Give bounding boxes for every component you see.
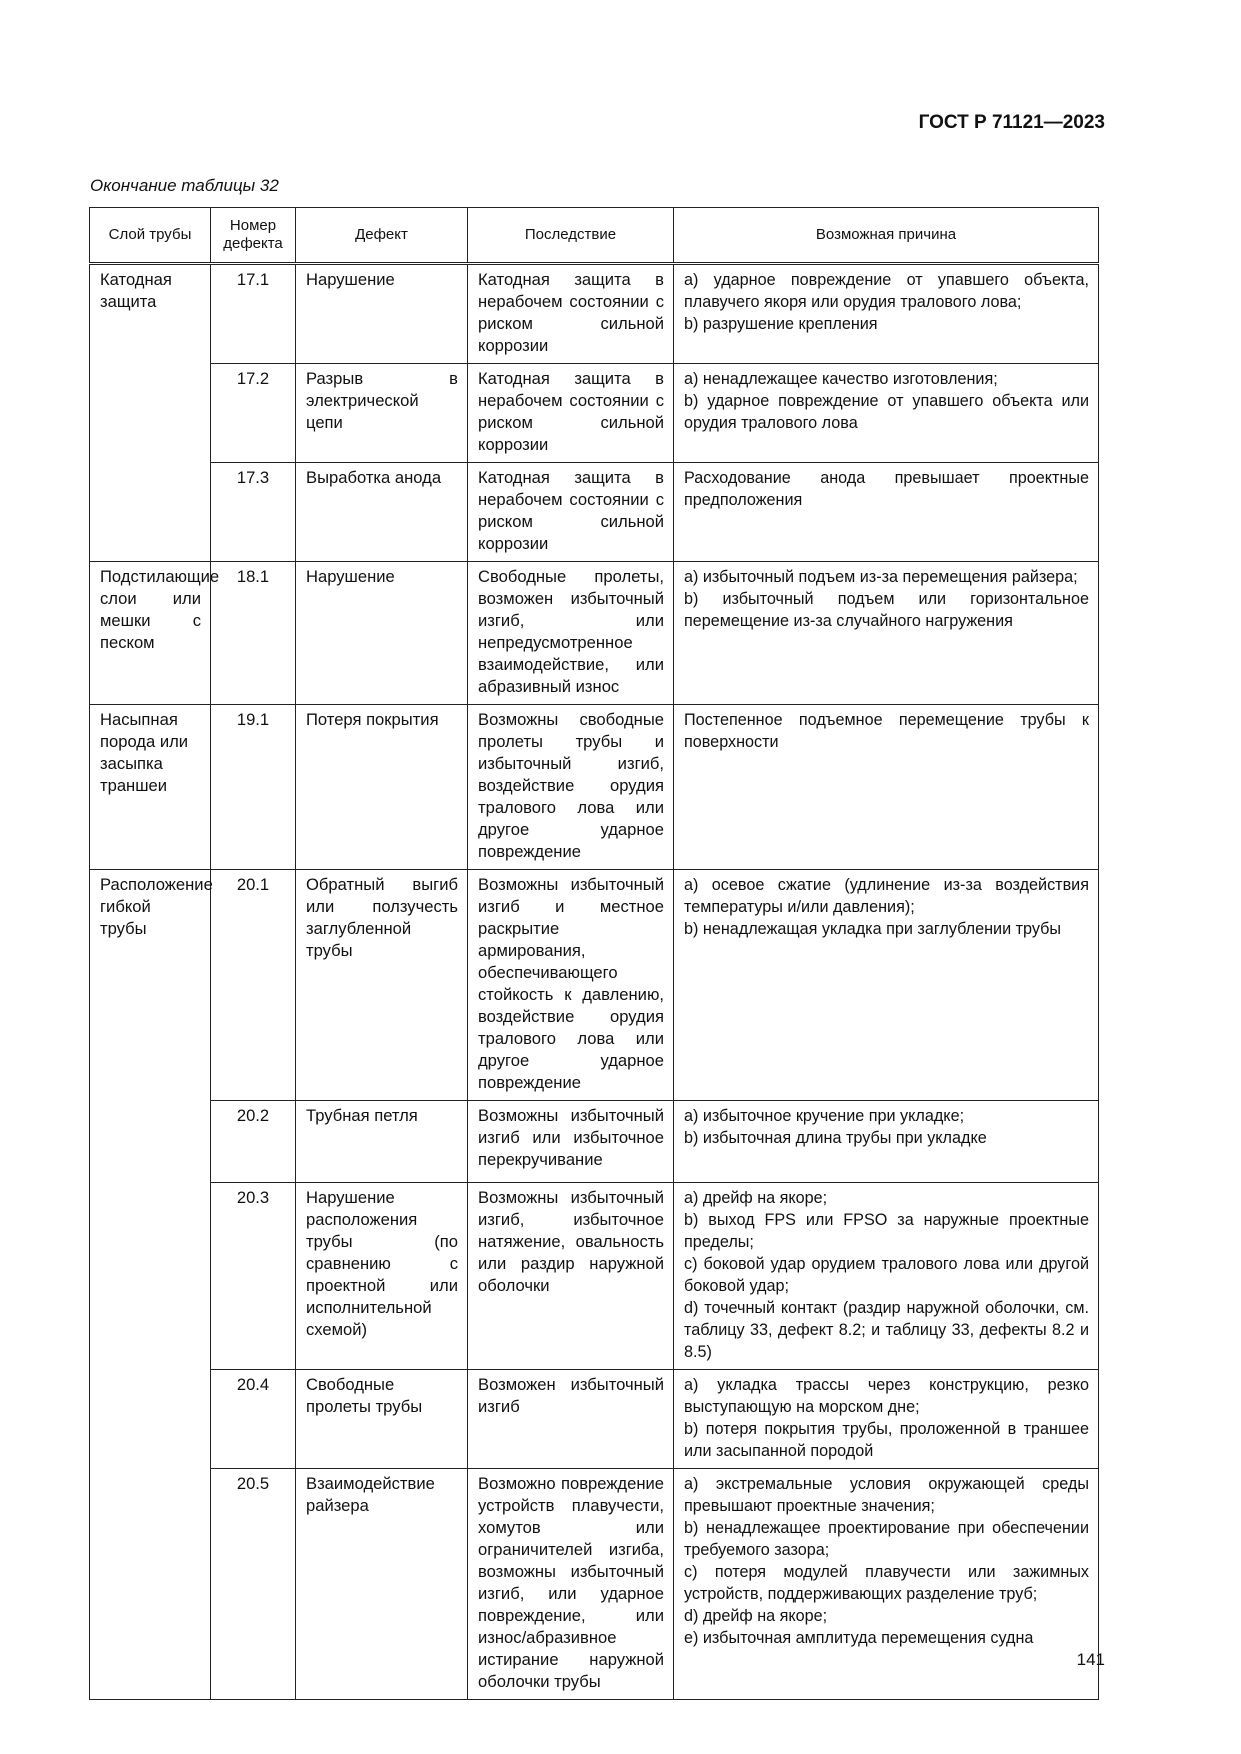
cause-line: Расходование анода превышает проектные предположения: [684, 469, 1089, 509]
table-row: [90, 1183, 1099, 1370]
cause-line: b) избыточная длина трубы при укладке: [684, 1129, 987, 1147]
layer-cell: Катодная защита: [90, 264, 211, 562]
defect-cell: Нарушение расположения трубы (по сравнению с проектной или исполнительной схемой): [296, 1183, 468, 1370]
cause-cell: [674, 1370, 1099, 1469]
defect-cell: Потеря покрытия: [296, 705, 468, 870]
defect-cell: Обратный выгиб или ползучесть заглубленной трубы: [296, 870, 468, 1101]
table-row: [90, 562, 1099, 705]
table-row: [90, 1469, 1099, 1700]
cause-line: b) ненадлежащее проектирование при обеспечении требуемого зазора;: [684, 1519, 1089, 1559]
defect-cell: Взаимодействие райзера: [296, 1469, 468, 1700]
cause-line: Постепенное подъемное перемещение трубы к поверхности: [684, 711, 1089, 751]
cause-line: d) точечный контакт (раздир наружной оболочки, см. таблицу 33, дефект 8.2; и таблицу 33, дефекты 8.2 и 8.5): [684, 1299, 1089, 1361]
defect-number: 19.1: [211, 705, 296, 870]
cause-line: а) экстремальные условия окружающей среды превышают проектные значения;: [684, 1475, 1089, 1515]
defect-number: 17.3: [211, 463, 296, 562]
cause-line: а) осевое сжатие (удлинение из-за воздействия температуры и/или давления);: [684, 876, 1089, 916]
cause-line: d) дрейф на якоре;: [684, 1607, 828, 1625]
standard-designation: ГОСТ Р 71121—2023: [918, 112, 1105, 133]
effect-cell: Возможны избыточный изгиб или избыточное перекручивание: [468, 1101, 674, 1183]
effect-cell: Катодная защита в нерабочем состоянии с риском сильной коррозии: [468, 264, 674, 364]
defect-cell: Выработка анода: [296, 463, 468, 562]
defect-number: 18.1: [211, 562, 296, 705]
defect-number: 20.3: [211, 1183, 296, 1370]
cause-cell: [674, 705, 1099, 870]
cause-cell: [674, 1469, 1099, 1700]
defect-cell: Трубная петля: [296, 1101, 468, 1183]
defect-cell: Нарушение: [296, 562, 468, 705]
table-row: [90, 870, 1099, 1101]
cause-line: b) разрушение крепления: [684, 315, 878, 333]
cause-line: b) потеря покрытия трубы, проложенной в траншее или засыпанной породой: [684, 1420, 1089, 1460]
layer-cell: Подстилающие слои или мешки с песком: [90, 562, 211, 705]
header-cause: Возможная причина: [674, 208, 1099, 264]
effect-cell: Возможны избыточный изгиб и местное раскрытие армирования, обеспечивающего стойкость к давлению, воздействие орудия тралового лова или другое ударное повреждение: [468, 870, 674, 1101]
cause-cell: [674, 870, 1099, 1101]
cause-line: а) ударное повреждение от упавшего объекта, плавучего якоря или орудия тралового лова;: [684, 271, 1089, 311]
cause-cell: [674, 463, 1099, 562]
layer-cell: [90, 1469, 211, 1700]
effect-cell: Возможно повреждение устройств плавучести, хомутов или ограничителей изгиба, возможны избыточный изгиб, или ударное повреждение, или износ/абразивное истирание наружной оболочки трубы: [468, 1469, 674, 1700]
layer-cell: Расположение гибкой трубы: [90, 870, 211, 1469]
cause-line: а) избыточный подъем из-за перемещения райзера;: [684, 568, 1078, 586]
defects-table: [89, 207, 1099, 1700]
layer-cell: Насыпная порода или засыпка траншеи: [90, 705, 211, 870]
cause-line: b) выход FPS или FPSO за наружные проектные пределы;: [684, 1211, 1089, 1251]
table-row: [90, 264, 1099, 364]
table-row: [90, 705, 1099, 870]
cause-line: c) потеря модулей плавучести или зажимных устройств, поддерживающих разделение труб;: [684, 1563, 1089, 1603]
table-caption: Окончание таблицы 32: [90, 176, 279, 195]
defect-number: 20.1: [211, 870, 296, 1101]
cause-line: c) боковой удар орудием тралового лова или другой боковой удар;: [684, 1255, 1089, 1295]
cause-cell: [674, 1101, 1099, 1183]
effect-cell: Возможны свободные пролеты трубы и избыточный изгиб, воздействие орудия тралового лова или другое ударное повреждение: [468, 705, 674, 870]
defect-number: 20.4: [211, 1370, 296, 1469]
defect-cell: Свободные пролеты трубы: [296, 1370, 468, 1469]
defect-cell: Разрыв в электрической цепи: [296, 364, 468, 463]
cause-line: а) ненадлежащее качество изготовления;: [684, 370, 998, 388]
effect-cell: Свободные пролеты, возможен избыточный изгиб, или непредусмотренное взаимодействие, или абразивный износ: [468, 562, 674, 705]
effect-cell: Катодная защита в нерабочем состоянии с риском сильной коррозии: [468, 463, 674, 562]
cause-line: а) укладка трассы через конструкцию, резко выступающую на морском дне;: [684, 1376, 1089, 1416]
table-header-row: [90, 208, 1099, 264]
defect-number: 17.2: [211, 364, 296, 463]
cause-line: e) избыточная амплитуда перемещения судна: [684, 1629, 1034, 1647]
cause-line: а) избыточное кручение при укладке;: [684, 1107, 965, 1125]
table-row: [90, 463, 1099, 562]
defect-number: 20.5: [211, 1469, 296, 1700]
cause-cell: [674, 1183, 1099, 1370]
effect-cell: Возможен избыточный изгиб: [468, 1370, 674, 1469]
cause-line: b) избыточный подъем или горизонтальное перемещение из-за случайного нагружения: [684, 590, 1089, 630]
cause-cell: [674, 264, 1099, 364]
header-number: Номер дефекта: [211, 208, 296, 264]
table-row: [90, 364, 1099, 463]
effect-cell: Катодная защита в нерабочем состоянии с риском сильной коррозии: [468, 364, 674, 463]
cause-line: а) дрейф на якоре;: [684, 1189, 828, 1207]
defect-cell: Нарушение: [296, 264, 468, 364]
header-defect: Дефект: [296, 208, 468, 264]
header-effect: Последствие: [468, 208, 674, 264]
table-row: [90, 1101, 1099, 1183]
cause-cell: [674, 562, 1099, 705]
header-layer: Слой трубы: [90, 208, 211, 264]
cause-line: b) ненадлежащая укладка при заглублении трубы: [684, 920, 1062, 938]
table-row: [90, 1370, 1099, 1469]
defect-number: 20.2: [211, 1101, 296, 1183]
page-number: 141: [1076, 1650, 1105, 1669]
cause-cell: [674, 364, 1099, 463]
effect-cell: Возможны избыточный изгиб, избыточное натяжение, овальность или раздир наружной оболочки: [468, 1183, 674, 1370]
cause-line: b) ударное повреждение от упавшего объекта или орудия тралового лова: [684, 392, 1089, 432]
defect-number: 17.1: [211, 264, 296, 364]
